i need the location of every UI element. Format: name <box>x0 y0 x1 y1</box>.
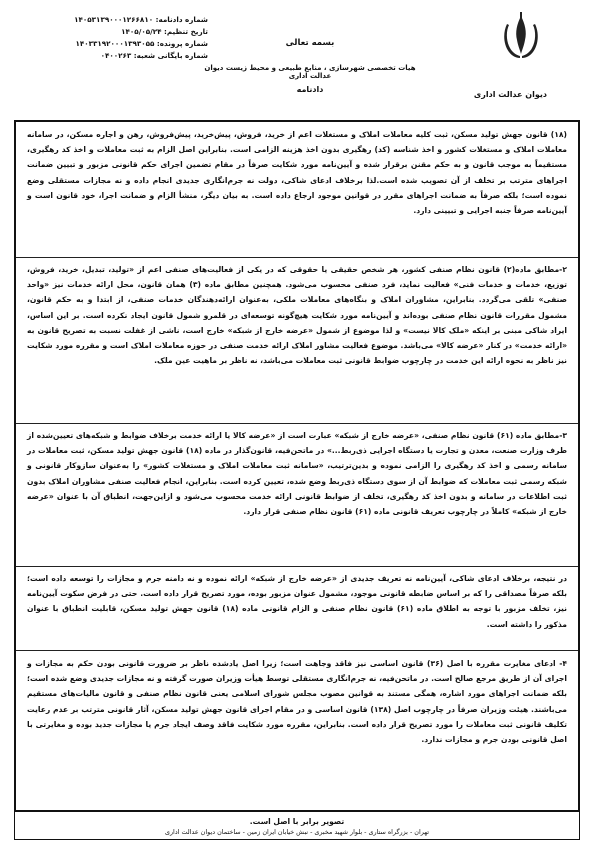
paragraph-conclusion: در نتیجه، برخلاف ادعای شاکی، آیین‌نامه نه تعریف جدیدی از «عرضه خارج از شبکه» ارائه نموده و نه دامنه جرم و مجازات را توسعه داده است؛ بلکه صرفاً مصداقی را که بر اساس ضابطه قانونی موجود، مشمول عنوان مزبور بوده، مورد تصریح قرار داده است. حتی در فرض سکوت آیین‌نامه نیز، تخلف مزبور با توجه به اطلاق ماده (۶۱) قانون نظام صنفی و الزام قانونی ماده (۱۸) قانون جهش تولید مسکن، قابلیت انطباق با عنوان مذکور را داشته است. <box>27 574 567 629</box>
paragraph-3: ۳-مطابق ماده (۶۱) قانون نظام صنفی، «عرضه خارج از شبکه» عبارت است از «عرضه کالا یا ارائه خدمت برخلاف ضوابط و شبکه‌های تعیین‌شده از طرف وزارت صنعت، معدن و تجارت یا دستگاه اجرایی ذی‌ربط...» در ماتحن‌فیه، قانون‌گذار در ماده (۱۸) قانون جهش تولید مسکن، ثبت معاملات در سامانه رسمی و اخذ کد رهگیری را الزامی نموده و بدین‌ترتیب، «سامانه ثبت معاملات املاک و مستغلات کشور» را به‌عنوان سازوکار قانونی و شبکه رسمی ثبت معاملات که ضوابط آن از سوی دستگاه ذی‌ربط وضع شده، تعیین کرده است. بنابراین، انجام فعالیت صنفی مشاوران املاک بدون ثبت اطلاعات در سامانه و بدون اخذ کد رهگیری، تخلف از ضوابط قانونی ارائه خدمت محسوب می‌شود و ازاین‌جهت، انطباق آن با عنوان «عرضه خارج از شبکه» کاملاً در چارچوب تعریف قانونی ماده (۶۱) قانون نظام صنفی قرار دارد. <box>27 431 568 517</box>
court-address: تهران - بزرگراه ستاری - بلوار شهید مخبری - نبش خیابان ایران زمین - ساختمان دیوان عدالت اداری <box>164 828 430 836</box>
divider <box>16 257 578 258</box>
issue-date: تاریخ تنظیم: ۱۴۰۵/۰۵/۲۴ <box>121 27 208 36</box>
paragraph-1: (۱۸) قانون جهش تولید مسکن، ثبت کلیه معاملات املاک و مستغلات اعم از خرید، فروش، پیش‌خرید، پیش‌فروش، رهن و اجاره مسکن، در سامانه معاملات املاک و مستغلات کشور و اخذ شناسه (کد) رهگیری بدون اخذ هزینه الزامی است. بنابراین اصل الزام به ثبت معاملات و اخذ کد رهگیری، مستقیماً به موجب قانون و به حکم مقنن برقرار شده و آیین‌نامه مورد شکایت صرفاً در مقام تضمین اجرای حکم قانونی مزبور و تبیین ضمانت اجراهای مترتب بر تخلف از آن تصویب شده است.لذا برخلاف ادعای شاکی، دولت نه جرم‌انگاری جدیدی انجام داده و نه مجازات مستقلی وضع نموده است؛ بلکه صرفاً به ضمانت اجراهای مقرر در قوانین موجود ارجاع داده است. به بیان دیگر، منشأ الزام و ضمانت اجرا، خود قانون است و آیین‌نامه صرفاً جنبه اجرایی و تبیینی دارد. <box>27 130 567 216</box>
decision-number: شماره دادنامه: ۱۴۰۵۳۱۳۹۰۰۰۱۲۶۶۸۱۰ <box>74 15 208 24</box>
document-titles <box>200 38 420 94</box>
paragraph-2: ۲-مطابق ماده(۲) قانون نظام صنفی کشور، هر شخص حقیقی یا حقوقی که در یکی از فعالیت‌های صنفی اعم از «تولید، تبدیل، خرید، فروش، توزیع، خدمات و خدمات فنی» فعالیت نماید، فرد صنفی محسوب می‌شود. همچنین مطابق ماده (۳) همان قانون، محل ارائه خدمات نیز «واحد صنفی» تلقی می‌گردد. بنابراین، مشاوران املاک و بنگاه‌های معاملات ملکی، به‌عنوان ارائه‌دهندگان خدمات صنفی، از ابتدا و به حکم قانون، مشمول مقررات قانون نظام صنفی بوده‌اند و آیین‌نامه مورد شکایت هیچ‌گونه توسعه‌ای در قلمرو شمول قانون ایجاد نکرده است. بر این اساس، ایراد شاکی مبنی بر اینکه «ملک کالا نیست» و لذا موضوع از شمول «عرضه خارج از شبکه» خارج است، ناشی از غفلت نسبت به تصریح قانون به «ارائه خدمت» در کنار «عرضه کالا» می‌باشد. موضوع فعالیت مشاور املاک ارائه خدمت صنفی در حوزه معاملات املاک است و مقرره مورد شکایت نیز ناظر به نحوه ارائه این خدمت در چارچوب ضوابط قانونی ثبت معاملات می‌باشد، نه ناظر بر ماهیت عین ملک. <box>27 265 567 366</box>
header <box>0 0 595 115</box>
basmala: بسمه تعالی <box>285 38 335 48</box>
emblem-icon <box>491 10 551 70</box>
divider <box>16 650 578 651</box>
branch-archive-number: شماره بایگانی شعبه: ۰۴۰۰۲۶۳ <box>100 51 208 60</box>
footer <box>14 819 580 840</box>
case-number: شماره پرونده: ۱۴۰۳۳۱۹۲۰۰۰۱۳۹۳۰۵۵ <box>75 39 208 48</box>
document-type: دادنامه <box>296 85 324 94</box>
court-name: دیوان عدالت اداری <box>473 90 547 99</box>
board-name: هیات تخصصی شهرسازی ، منابع طبیعی و محیط زیست دیوان عدالت اداری <box>204 64 416 80</box>
case-metadata <box>38 14 208 62</box>
paragraph-4: ۴- ادعای مغایرت مقرره با اصل (۳۶) قانون اساسی نیز فاقد وجاهت است؛ زیرا اصل یادشده ناظر بر ضرورت قانونی بودن حکم به مجازات و اجرای آن از طریق مرجع صالح است. در ماتحن‌فیه، نه جرم‌انگاری مستقلی توسط هیأت وزیران صورت گرفته و نه مجازات جدیدی وضع شده است؛ بلکه ضمانت اجراهای مورد اشاره، همگی مستند به قوانین مصوب مجلس شورای اسلامی یعنی قانون نظام صنفی و قانون مالیات‌های مستقیم می‌باشند. هیئت وزیران صرفاً در چارچوب اصل (۱۳۸) قانون اساسی و در مقام اجرای قانون جهش تولید مسکن، آثار قانونی مترتب بر عدم رعایت تکلیف قانونی ثبت معاملات را مورد تصریح قرار داده است. بنابراین، مقرره مورد شکایت فاقد وصف ایجاد جرم یا مجازات جدید بوده و مغایرتی با اصل قانونی بودن جرم و مجازات ندارد. <box>27 659 567 745</box>
divider <box>16 423 578 424</box>
certified-copy-note: تصویر برابر با اصل است. <box>249 817 345 826</box>
divider <box>16 566 578 567</box>
